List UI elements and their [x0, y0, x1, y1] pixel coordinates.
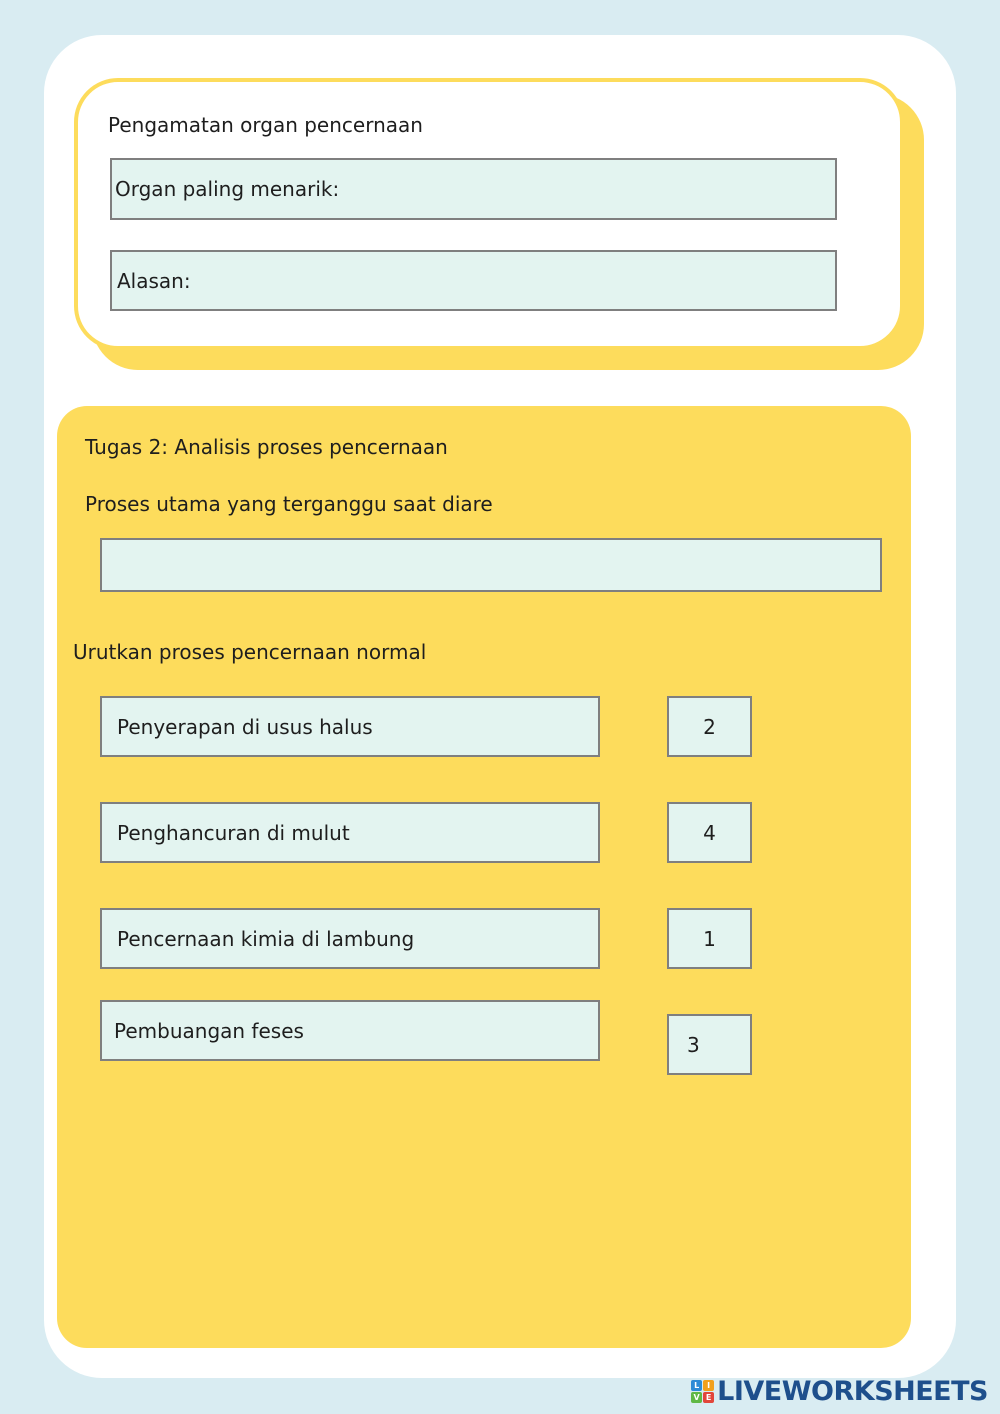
order-instruction: Urutkan proses pencernaan normal — [73, 640, 427, 664]
logo-letter: E — [703, 1392, 714, 1403]
process-item-1 — [100, 696, 600, 757]
process-item-4 — [100, 1000, 600, 1061]
process-item-label: Penyerapan di usus halus — [117, 714, 373, 739]
diarrhea-answer-input[interactable] — [100, 538, 882, 592]
organ-field[interactable] — [110, 158, 837, 220]
process-item-label: Pencernaan kimia di lambung — [117, 926, 415, 951]
process-item-2 — [100, 802, 600, 863]
liveworksheets-logo — [691, 1374, 988, 1408]
order-value: 1 — [703, 926, 716, 951]
reason-field[interactable] — [110, 250, 837, 311]
logo-letter: I — [703, 1380, 714, 1391]
process-item-label: Pembuangan feses — [114, 1018, 304, 1043]
logo-grid-icon — [691, 1380, 714, 1403]
brand-name: LIVEWORKSHEETS — [717, 1375, 988, 1407]
process-item-3 — [100, 908, 600, 969]
order-value: 4 — [703, 820, 716, 845]
organ-field-label: Organ paling menarik: — [115, 177, 340, 201]
order-input-3[interactable] — [667, 908, 752, 969]
process-item-label: Penghancuran di mulut — [117, 820, 350, 845]
order-input-1[interactable] — [667, 696, 752, 757]
task2-question: Proses utama yang terganggu saat diare — [85, 492, 493, 516]
task2-title: Tugas 2: Analisis proses pencernaan — [85, 435, 448, 459]
logo-letter: L — [691, 1380, 702, 1391]
logo-letter: V — [691, 1392, 702, 1403]
order-value: 3 — [687, 1032, 700, 1057]
observation-title: Pengamatan organ pencernaan — [108, 113, 423, 137]
order-value: 2 — [703, 714, 716, 739]
order-input-2[interactable] — [667, 802, 752, 863]
order-input-4[interactable] — [667, 1014, 752, 1075]
reason-field-label: Alasan: — [117, 268, 191, 293]
